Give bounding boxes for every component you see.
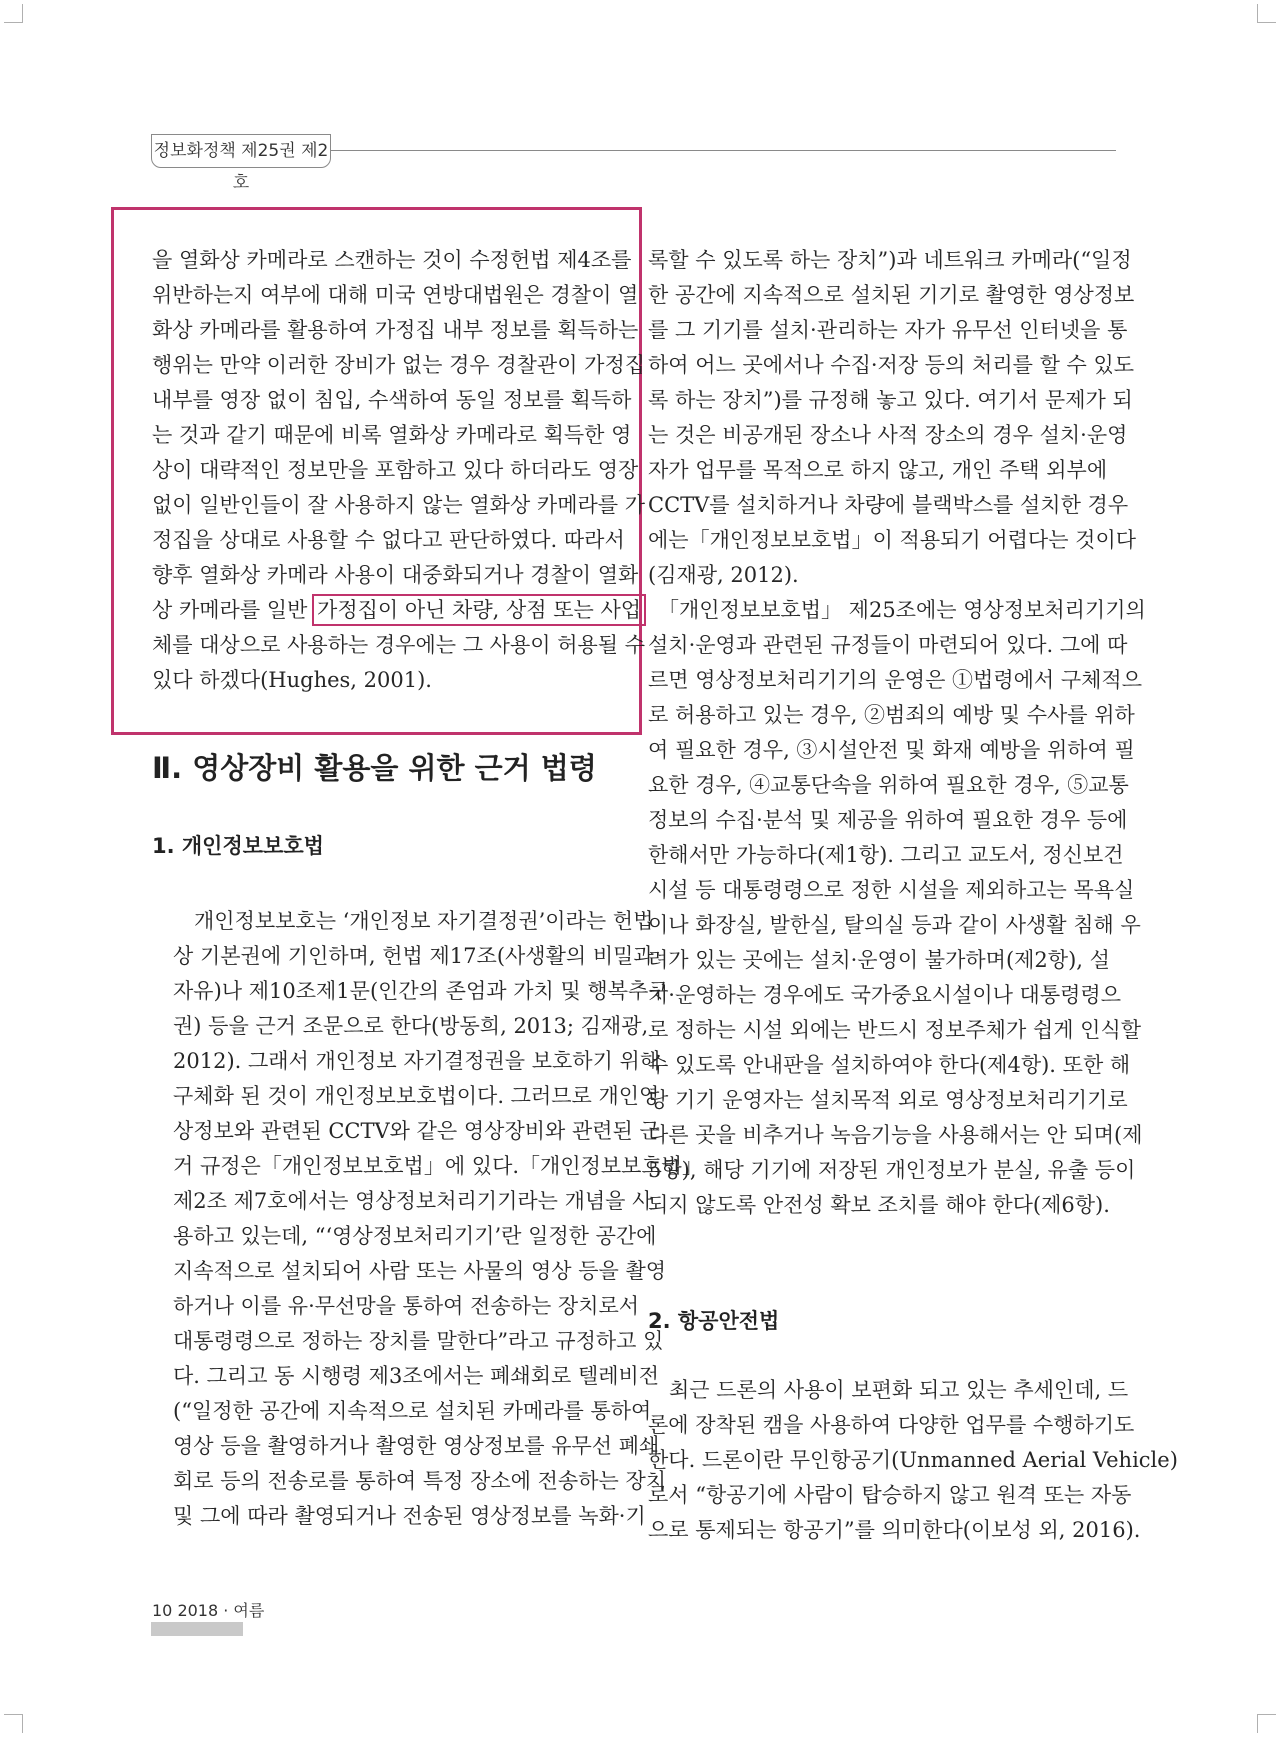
text-line: 행위는 만약 이러한 장비가 없는 경우 경찰관이 가정집 [152,353,646,377]
text-line: 있다 하겠다(Hughes, 2001). [152,668,432,692]
left-column-paragraph [152,904,704,1534]
text-line: 하거나 이를 유·무선망을 통하여 전송하는 장치로서 [173,1294,640,1318]
crop-mark-top-left [4,4,23,23]
text-line: 상정보와 관련된 CCTV와 같은 영상장비와 관련된 근 [173,1119,660,1143]
text-line: 로 허용하고 있는 경우, ②범죄의 예방 및 수사를 위하 [648,703,1135,727]
text-line: 향후 열화상 카메라 사용이 대중화되거나 경찰이 열화 [152,563,639,587]
paragraph [648,593,1146,1223]
text-line: 자유)나 제10조제1문(인간의 존엄과 가치 및 행복추구 [173,979,669,1003]
section-heading: Ⅱ. 영상장비 활용을 위한 근거 법령 [152,751,597,785]
text-line: 내부를 영장 없이 침입, 수색하여 동일 정보를 획득하 [152,388,632,412]
text-line: 상이 대략적인 정보만을 포함하고 있다 하더라도 영장 [152,458,639,482]
right-column-paragraph [648,1373,1178,1548]
header-rule [331,150,1116,151]
text-line: 개인정보보호는 ‘개인정보 자기결정권’이라는 헌법 [194,909,654,933]
text-line: 되지 않도록 안전성 확보 조치를 해야 한다(제6항). [648,1193,1110,1217]
text-line: (김재광, 2012). [648,563,799,587]
text-line: 거 규정은「개인정보보호법」에 있다.「개인정보보호법」 [173,1154,704,1178]
text-line: CCTV를 설치하거나 차량에 블랙박스를 설치한 경우 [648,493,1129,517]
text-line: 위반하는지 여부에 대해 미국 연방대법원은 경찰이 열 [152,283,639,307]
text-line: 제2조 제7호에서는 영상정보처리기기라는 개념을 사 [173,1189,653,1213]
text-line: 「개인정보보호법」 제25조에는 영상정보처리기기의 [658,598,1146,622]
text-line: 구체화 된 것이 개인정보보호법이다. 그러므로 개인영 [173,1084,660,1108]
text-line: 요한 경우, ④교통단속을 위하여 필요한 경우, ⑤교통 [648,773,1129,797]
text-line: 로 정하는 시설 외에는 반드시 정보주체가 쉽게 인식할 [648,1018,1142,1042]
paragraph [648,243,1137,593]
text-line: 용하고 있는데, “‘영상정보처리기기’란 일정한 공간에 [173,1224,657,1248]
text-line: 및 그에 따라 촬영되거나 전송된 영상정보를 녹화·기 [173,1504,646,1528]
text-line: 론에 장착된 캠을 사용하여 다양한 업무를 수행하기도 [648,1413,1135,1437]
crop-mark-top-right [1257,4,1276,23]
journal-header-tab: 정보화정책 제25권 제2호 [151,134,331,168]
text-line: 영상 등을 촬영하거나 촬영한 영상정보를 유무선 폐쇄 [173,1434,660,1458]
text-line: 상 기본권에 기인하며, 헌법 제17조(사생활의 비밀과 [173,944,654,968]
text-line: 한해서만 가능하다(제1항). 그리고 교도서, 정신보건 [648,843,1124,867]
text-line: 당 기기 운영자는 설치목적 외로 영상정보처리기기로 [648,1088,1128,1112]
text-line: 는 것은 비공개된 장소나 사적 장소의 경우 설치·운영 [648,423,1128,447]
crop-mark-bottom-right [1257,1714,1276,1733]
text-line: 하여 어느 곳에서나 수집·저장 등의 처리를 할 수 있도 [648,353,1135,377]
text-line: 2012). 그래서 개인정보 자기결정권을 보호하기 위해 [173,1049,661,1073]
highlighted-paragraph [152,243,646,698]
text-line: 록할 수 있도록 하는 장치”)과 네트워크 카메라(“일정 [648,248,1132,272]
text-line: (“일정한 공간에 지속적으로 설치된 카메라를 통하여 [173,1399,652,1423]
text-line: 5항), 해당 기기에 저장된 개인정보가 분실, 유출 등이 [648,1158,1136,1182]
text-line: 최근 드론의 사용이 보편화 되고 있는 추세인데, 드 [669,1378,1129,1402]
text-line-with-boxed-phrase [152,593,642,628]
paragraph [152,904,704,1534]
text-line: 정보의 수집·분석 및 제공을 위하여 필요한 경우 등에 [648,808,1128,832]
text-line: 화상 카메라를 활용하여 가정집 내부 정보를 획득하는 [152,318,639,342]
page-footer: 10 2018 · 여름 [152,1601,265,1620]
text-line: 여 필요한 경우, ③시설안전 및 화재 예방을 위하여 필 [648,738,1135,762]
text-line: 르면 영상정보처리기기의 운영은 ①법령에서 구체적으 [648,668,1142,692]
text-line: 다른 곳을 비추거나 녹음기능을 사용해서는 안 되며(제 [648,1123,1143,1147]
right-column [648,243,1146,1223]
text-line: 에는「개인정보보호법」이 적용되기 어렵다는 것이다 [648,528,1137,552]
text-line: 지속적으로 설치되어 사람 또는 사물의 영상 등을 촬영 [173,1259,667,1283]
text-line: 을 열화상 카메라로 스캔하는 것이 수정헌법 제4조를 [152,248,632,272]
text-line: 려가 있는 곳에는 설치·운영이 불가하며(제2항), 설 [648,948,1110,972]
text-line: 다. 그리고 동 시행령 제3조에서는 폐쇄회로 텔레비전 [173,1364,660,1388]
text-line: 권) 등을 근거 조문으로 한다(방동희, 2013; 김재광, [173,1014,649,1038]
paragraph [648,1373,1178,1548]
text-line: 으로 통제되는 항공기”를 의미한다(이보성 외, 2016). [648,1518,1141,1542]
text-line: 로서 “항공기에 사람이 탑승하지 않고 원격 또는 자동 [648,1483,1132,1507]
text-line: 를 그 기기를 설치·관리하는 자가 유무선 인터넷을 통 [648,318,1128,342]
text-line: 대통령령으로 정하는 장치를 말한다”라고 규정하고 있 [173,1329,664,1353]
text-line: 체를 대상으로 사용하는 경우에는 그 사용이 허용될 수 [152,633,646,657]
subsection-heading-1: 1. 개인정보보호법 [152,834,324,858]
left-column [152,243,646,698]
text-line: 수 있도록 안내판을 설치하여야 한다(제4항). 또한 해 [648,1053,1131,1077]
text-line: 정집을 상대로 사용할 수 없다고 판단하였다. 따라서 [152,528,625,552]
footer-bar [151,1622,243,1636]
text-line: 설치·운영과 관련된 규정들이 마련되어 있다. 그에 따 [648,633,1128,657]
text-line: 치·운영하는 경우에도 국가중요시설이나 대통령령으 [648,983,1121,1007]
text-line: 회로 등의 전송로를 통하여 특정 장소에 전송하는 장치 [173,1469,667,1493]
text-line: 록 하는 장치”)를 규정해 놓고 있다. 여기서 문제가 되 [648,388,1133,412]
boxed-phrase: 가정집이 아닌 차량, 상점 또는 사업 [312,594,646,626]
text-line: 는 것과 같기 때문에 비록 열화상 카메라로 획득한 영 [152,423,632,447]
crop-mark-bottom-left [4,1714,23,1733]
text-line: 시설 등 대통령령으로 정한 시설을 제외하고는 목욕실 [648,878,1135,902]
subsection-heading-2: 2. 항공안전법 [648,1309,780,1333]
text-line: 없이 일반인들이 잘 사용하지 않는 열화상 카메라를 가 [152,493,646,517]
text-line: 자가 업무를 목적으로 하지 않고, 개인 주택 외부에 [648,458,1108,482]
text-line: 한다. 드론이란 무인항공기(Unmanned Aerial Vehicle) [648,1448,1178,1472]
boxed-line-prefix: 상 카메라를 일반 [152,598,315,622]
text-line: 한 공간에 지속적으로 설치된 기기로 촬영한 영상정보 [648,283,1135,307]
text-line: 이나 화장실, 발한실, 탈의실 등과 같이 사생활 침해 우 [648,913,1141,937]
